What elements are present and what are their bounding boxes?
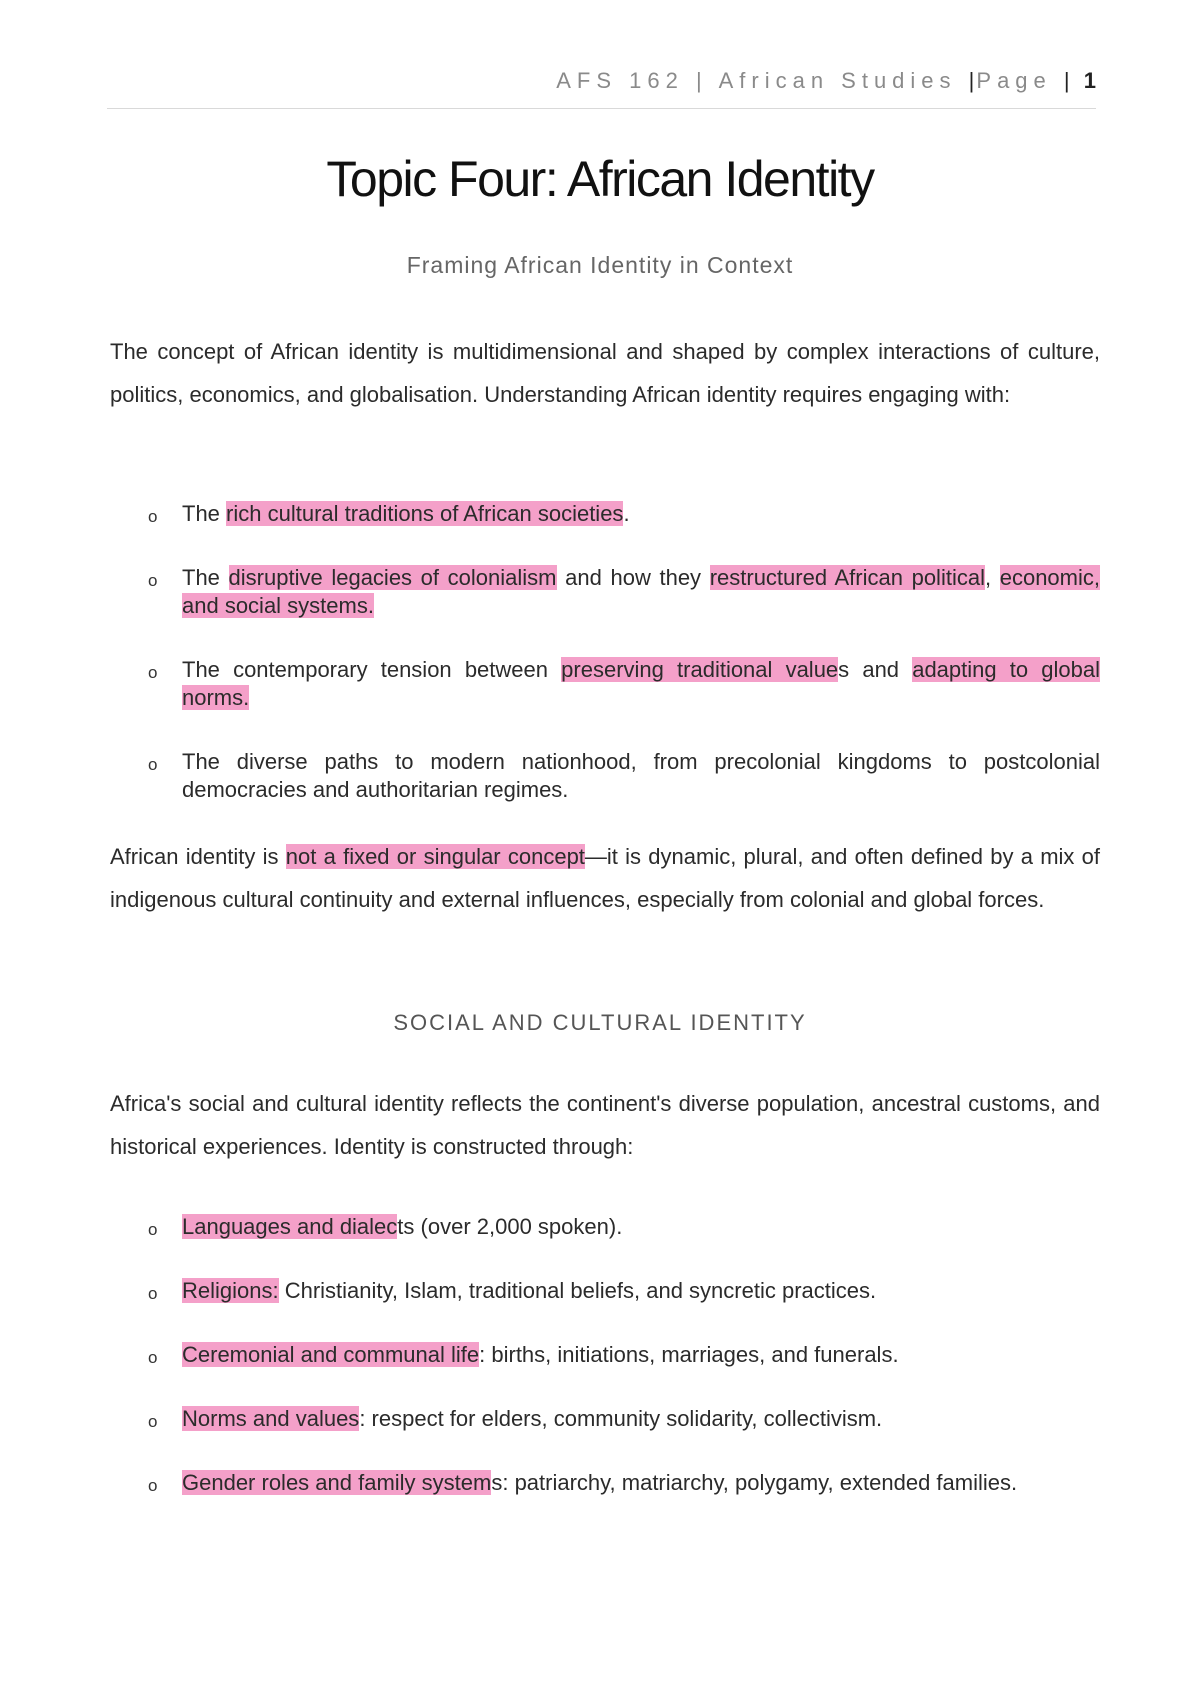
course-code: AFS 162 (556, 68, 684, 93)
bullet-icon: o (148, 1348, 158, 1367)
page-label: Page (976, 68, 1052, 93)
highlight: economic, and social systems. (182, 565, 1100, 618)
list-item: o Languages and dialects (over 2,000 spoken). (182, 1213, 1100, 1241)
list-item: o Norms and values: respect for elders, community solidarity, collectivism. (182, 1405, 1100, 1433)
highlight: Religions: (182, 1278, 279, 1303)
highlight: preserving traditional value (561, 657, 839, 682)
page-number: 1 (1083, 68, 1096, 93)
bullet-icon: o (148, 571, 158, 590)
header-separator: | (968, 68, 977, 93)
course-name: African Studies (718, 68, 957, 93)
page-header (107, 68, 1096, 109)
list-item: o The diverse paths to modern nationhood, from precolonial kingdoms to postcolonial democracies and authoritarian regimes. (148, 749, 1100, 802)
bullet-icon: o (148, 507, 158, 526)
document-title: Topic Four: African Identity (326, 151, 874, 207)
body-paragraph: African identity is not a fixed or singular concept—it is dynamic, plural, and often defined by a mix of indigenous cultural continuity and external influences, especially from colonial and global forces. (110, 844, 1100, 912)
bullet-icon: o (148, 1220, 158, 1239)
bullet-icon: o (148, 1284, 158, 1303)
bullet-icon: o (148, 1412, 158, 1431)
highlight: disruptive legacies of colonialism (228, 565, 557, 590)
list-item: o Gender roles and family systems: patriarchy, matriarchy, polygamy, extended families. (182, 1469, 1100, 1497)
list-item: o Ceremonial and communal life: births, initiations, marriages, and funerals. (182, 1341, 1100, 1369)
header-separator: | (1063, 68, 1072, 93)
highlight: not a fixed or singular concept (285, 844, 585, 869)
highlight: adapting to global norms. (182, 657, 1100, 710)
list-item: o The contemporary tension between preserving traditional values and adapting to global norms. (148, 657, 1100, 710)
highlight: Ceremonial and communal life (182, 1342, 480, 1367)
list-item: o The rich cultural traditions of African societies. (182, 500, 1100, 528)
list-item: o Religions: Christianity, Islam, traditional beliefs, and syncretic practices. (182, 1277, 1100, 1305)
body-paragraph: Africa's social and cultural identity reflects the continent's diverse population, ancestral customs, and historical experiences. Identity is constructed through: (110, 1091, 1100, 1159)
bullet-icon: o (148, 1476, 158, 1495)
highlight: Languages and dialec (182, 1214, 398, 1239)
header-separator: | (695, 68, 708, 93)
highlight: Gender roles and family system (182, 1470, 492, 1495)
highlight: restructured African political (709, 565, 985, 590)
bullet-icon: o (148, 755, 158, 774)
highlight: Norms and values (182, 1406, 360, 1431)
list-item: o The disruptive legacies of colonialism and how they restructured African political, economic, and social systems. (148, 565, 1100, 618)
document-subtitle: Framing African Identity in Context (406, 252, 794, 278)
intro-paragraph: The concept of African identity is multidimensional and shaped by complex interactions of culture, politics, economics, and globalisation. Understanding African identity requires engaging with: (110, 339, 1100, 407)
section-heading: SOCIAL AND CULTURAL IDENTITY (393, 1010, 807, 1035)
highlight: rich cultural traditions of African societies (226, 501, 624, 526)
bullet-icon: o (148, 663, 158, 682)
